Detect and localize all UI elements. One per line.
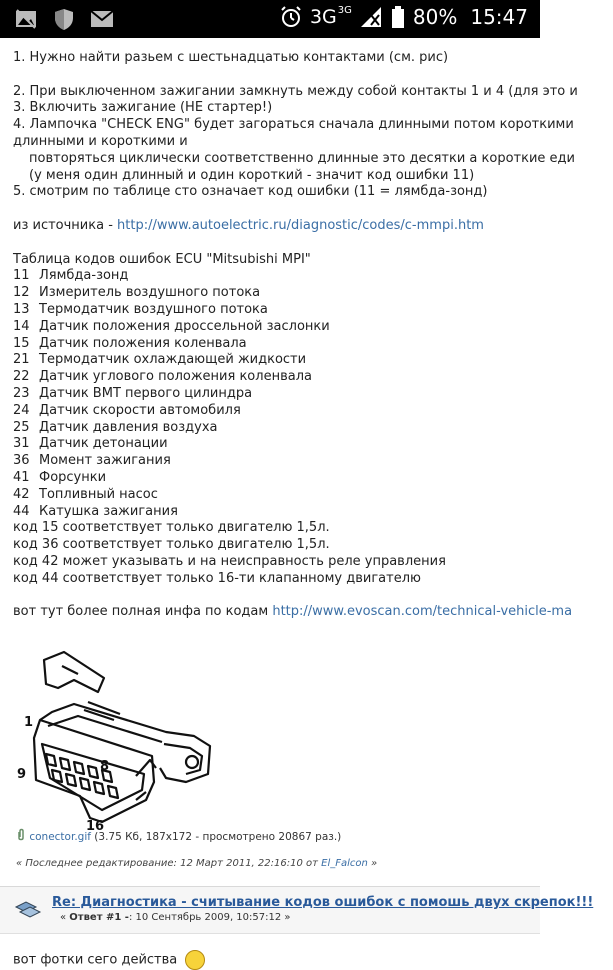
forum-content [0,38,594,968]
connector-image[interactable] [16,650,214,833]
code-row [13,268,613,285]
code-number: 24 [13,402,30,418]
note-line: код 44 соответствует только 16-ти клапанному двигателю [13,570,421,586]
clock: 15:47 [470,5,528,29]
edited-user-link[interactable]: El_Falcon [321,858,368,869]
code-number: 11 [13,268,30,284]
post-gap [13,235,613,252]
more-prefix: вот тут более полная инфа по кодам [13,604,273,620]
code-number: 21 [13,352,30,368]
code-row [13,386,613,403]
code-description: Датчик ВМТ первого цилиндра [39,385,253,401]
note-line: код 36 соответствует только двигателю 1,5л. [13,537,330,553]
code-number: 23 [13,385,30,401]
code-row [13,352,613,369]
code-description: Лямбда-зонд [39,268,129,284]
attachment-info: (3.75 Кб, 187x172 - просмотрено 20867 раз.) [90,831,342,843]
code-row [13,453,613,470]
code-description: Датчик скорости автомобиля [39,402,241,418]
edited-prefix: « Последнее редактирование: 12 Март 2011, 22:16:10 от [16,858,322,869]
mail-icon [90,7,114,31]
post-line: длинными и короткими и [13,133,188,149]
code-row [13,302,613,319]
source-link[interactable]: http://www.autoelectric.ru/diagnostic/codes/c-mmpi.htm [117,217,484,233]
alarm-icon [279,5,303,29]
code-description: Момент зажигания [39,453,171,469]
code-description: Термодатчик охлаждающей жидкости [39,352,307,368]
code-description: Датчик углового положения коленвала [39,369,312,385]
code-number: 41 [13,469,30,485]
paperclip-icon [16,831,29,843]
code-description: Измеритель воздушного потока [39,285,261,301]
topic-icon [14,901,42,927]
attachment-link[interactable]: conector.gif [29,831,91,843]
code-number: 14 [13,318,30,334]
evoscan-link[interactable]: http://www.evoscan.com/technical-vehicle-ma [272,604,573,620]
reply-text [13,950,205,970]
post-line: 4. Лампочка "CHECK ENG" будет загораться сначала длинными потом короткими [13,117,574,133]
network-label: 3G [309,6,337,28]
reply-number: Ответ #1 - [69,912,129,923]
table-title: Таблица кодов ошибок ECU "Mitsubishi MPI" [13,251,311,267]
code-description: Датчик положения дроссельной заслонки [39,318,330,334]
battery-percent: 80% [412,5,458,29]
post-gap [13,201,613,218]
pin-label-1: 1 [24,715,34,730]
network-small-label: 3G [337,4,352,16]
pin-label-16: 16 [86,819,105,834]
post-line: 1. Нужно найти разьем с шестьнадцатью контактами (см. рис) [13,50,449,65]
code-description: Датчик давления воздуха [39,419,218,435]
reply-meta [60,912,291,923]
post-line: (у меня один длинный и один короткий - значит код ошибки 11) [29,167,475,183]
more-line [13,604,613,621]
code-number: 36 [13,453,30,469]
code-row [13,504,613,521]
code-row [13,436,613,453]
edited-suffix: » [367,858,378,869]
code-number: 25 [13,419,30,435]
post-line: 5. смотрим по таблице сто означает код ошибки (11 = лямбда-зонд) [13,184,488,200]
post-line: 2. При выключенном зажигании замкнуть между собой контакты 1 и 4 (для это и [13,83,578,99]
pin-label-8: 8 [100,759,110,774]
reply-header [0,887,594,934]
shield-icon [52,7,76,31]
reply-date: : 10 Сентябрь 2009, 10:57:12 » [128,912,291,923]
code-row [13,470,613,487]
post-gap [13,67,613,84]
code-row [13,285,613,302]
code-number: 13 [13,301,30,317]
source-line [13,218,613,235]
note-line: код 42 может указывать и на неисправность реле управления [13,553,446,569]
code-number: 22 [13,369,30,385]
code-description: Топливный насос [39,486,158,502]
code-row [13,403,613,420]
code-description: Термодатчик воздушного потока [39,301,268,317]
pin-label-9: 9 [17,767,27,782]
smiley-icon [185,950,205,970]
code-description: Катушка зажигания [39,503,178,519]
code-row [13,487,613,504]
post-line: 3. Включить зажигание (НЕ стартер!) [13,100,273,116]
source-prefix: из источника - [13,217,118,233]
reply-title-link[interactable]: Re: Диагностика - считывание кодов ошибок с помошь двух скрепок!!! [52,895,594,910]
post-body [13,50,613,621]
code-description: Датчик детонации [39,436,168,452]
post-gap [13,588,613,605]
code-description: Датчик положения коленвала [39,335,247,351]
code-row [13,336,613,353]
code-number: 31 [13,436,30,452]
status-bar [0,0,540,38]
signal-icon [359,5,383,29]
code-row [13,420,613,437]
codes-list [13,268,613,520]
photo-icon [14,7,38,31]
reply-meta-prefix: « [60,912,70,923]
post-line: повторяться циклически соответственно длинные это десятки а короткие еди [29,150,575,166]
code-number: 42 [13,486,30,502]
code-number: 12 [13,285,30,301]
code-number: 15 [13,335,30,351]
code-row [13,319,613,336]
code-description: Форсунки [39,469,107,485]
last-edit-note [16,858,377,869]
attachment-line [16,828,341,843]
code-number: 44 [13,503,30,519]
note-line: код 15 соответствует только двигателю 1,5л. [13,520,330,536]
code-row [13,369,613,386]
reply-body: вот фотки сего действа [13,952,182,968]
battery-icon [390,5,406,29]
